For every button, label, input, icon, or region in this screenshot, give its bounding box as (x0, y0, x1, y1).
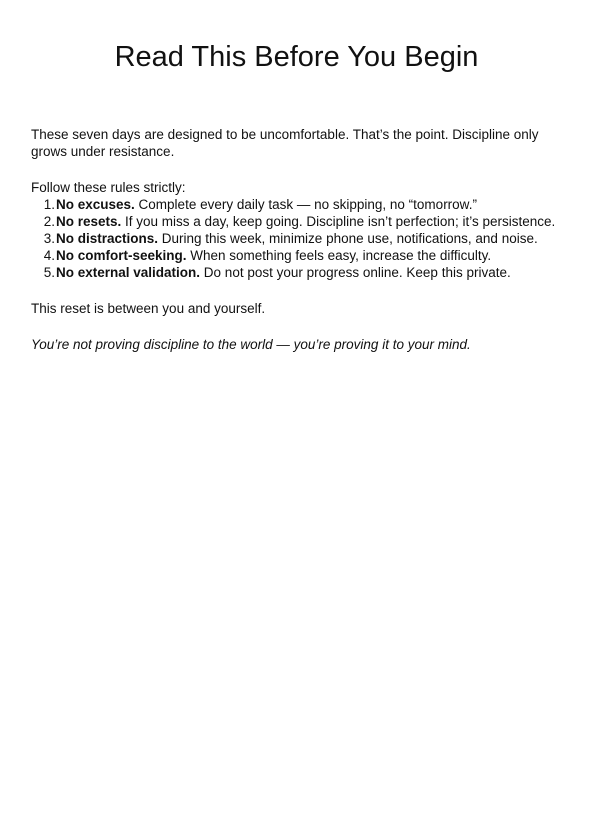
intro-paragraph: These seven days are designed to be uncomfortable. That’s the point. Discipline only grows under resistance. (31, 127, 539, 159)
rule-heading: No excuses. (56, 197, 135, 212)
rule-text: If you miss a day, keep going. Discipline isn’t perfection; it’s persistence. (121, 214, 556, 229)
rules-list (31, 196, 561, 281)
rule-text: Complete every daily task — no skipping, no “tomorrow.” (134, 197, 477, 212)
rule-number: 1. (43, 197, 55, 212)
rule-number: 5. (43, 265, 55, 280)
rule-text: During this week, minimize phone use, notifications, and noise. (158, 231, 538, 246)
rule-text: When something feels easy, increase the difficulty. (186, 248, 492, 263)
rule-heading: No distractions. (56, 231, 159, 246)
rule-number: 2. (43, 214, 55, 229)
rule-item-3 (31, 230, 561, 247)
closing-paragraph: This reset is between you and yourself. (31, 301, 266, 316)
rule-heading: No external validation. (56, 265, 201, 280)
rule-item-5 (31, 264, 561, 281)
rule-heading: No comfort-seeking. (56, 248, 187, 263)
closing-quote: You’re not proving discipline to the world — you’re proving it to your mind. (31, 337, 471, 352)
page-title: Read This Before You Begin (114, 41, 479, 73)
rule-number: 3. (43, 231, 55, 246)
rules-lead: Follow these rules strictly: (31, 180, 186, 195)
rule-number: 4. (43, 248, 55, 263)
rule-heading: No resets. (56, 214, 122, 229)
rule-item-4 (31, 247, 561, 264)
rule-text: Do not post your progress online. Keep this private. (200, 265, 511, 280)
rule-item-2 (31, 213, 561, 230)
rule-item-1 (31, 196, 561, 213)
